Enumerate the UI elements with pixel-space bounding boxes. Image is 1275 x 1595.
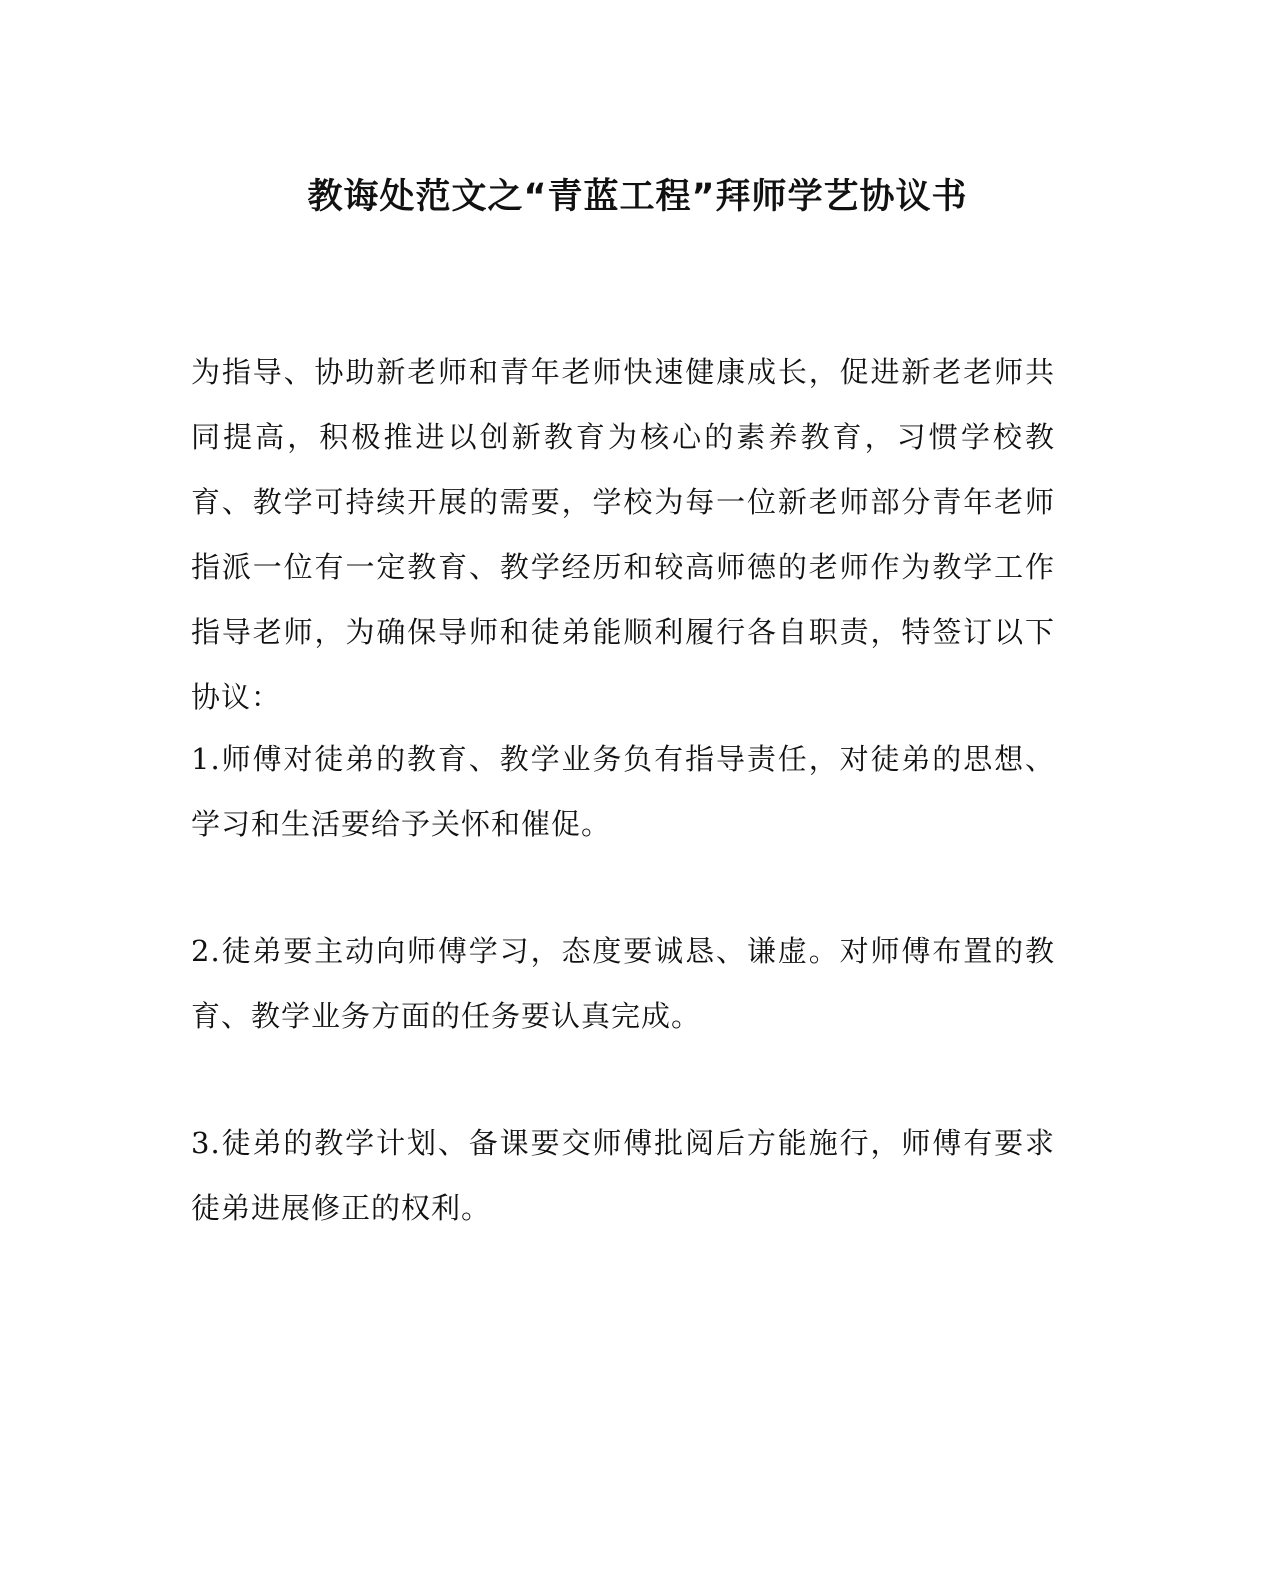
agreement-item-3: 3.徒弟的教学计划、备课要交师傅批阅后方能施行，师傅有要求徒弟进展修正的权利。 (191, 1126, 1055, 1225)
agreement-item-1: 1.师傅对徒弟的教育、教学业务负有指导责任，对徒弟的思想、学习和生活要给予关怀和催促。 (191, 742, 1055, 841)
intro-paragraph: 为指导、协助新老师和青年老师快速健康成长，促进新老老师共同提高，积极推进以创新教育为核心的素养教育，习惯学校教育、教学可持续开展的需要，学校为每一位新老师部分青年老师指派一位有一定教育、教学经历和较高师德的老师作为教学工作指导老师，为确保导师和徒弟能顺利履行各自职责，特签订以下协议： (191, 355, 1055, 714)
agreement-item-2: 2.徒弟要主动向师傅学习，态度要诚恳、谦虚。对师傅布置的教育、教学业务方面的任务要认真完成。 (191, 934, 1055, 1033)
document-title: 教诲处范文之“青蓝工程”拜师学艺协议书 (307, 177, 968, 217)
